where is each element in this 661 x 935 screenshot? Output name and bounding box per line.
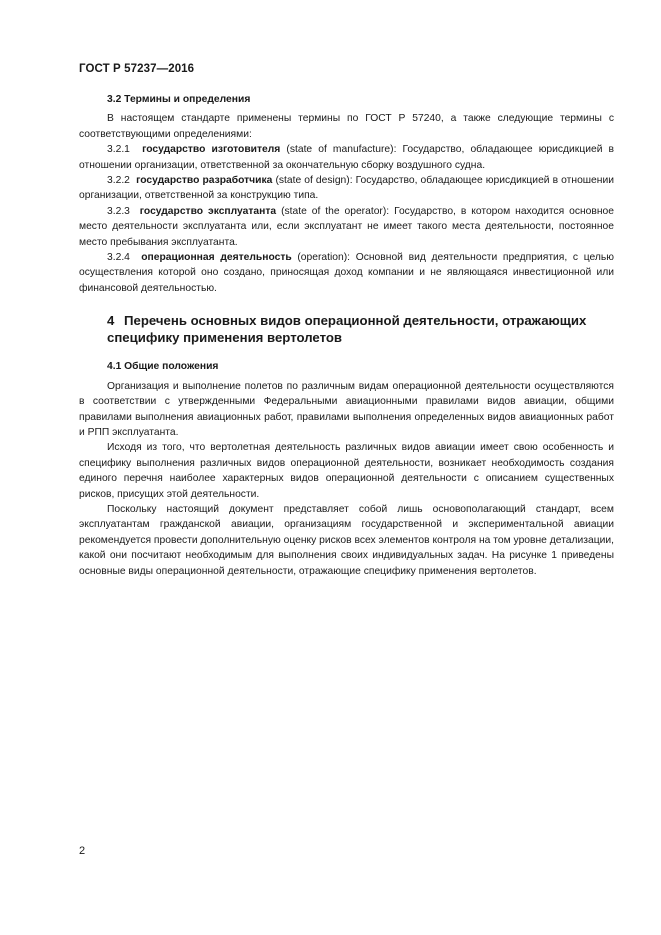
term-name: государство изготовителя xyxy=(142,144,281,156)
term-number: 3.2.2 xyxy=(107,175,130,187)
standard-code: ГОСТ Р 57237—2016 xyxy=(79,63,195,75)
body-paragraph: Исходя из того, что вертолетная деятельность различных видов авиации имеет свою особенность и специфику выполнения различных видов операционной деятельности, возникает необходимость создания единого перечня наиболее характерных видов операционной деятельности с описанием существенных рисков, присущих этой деятельности. xyxy=(79,442,614,500)
term-number: 3.2.3 xyxy=(107,205,130,217)
body-paragraph: Поскольку настоящий документ представляет собой лишь основополагающий стандарт, всем эксплуатантам гражданской авиации, организациям государственной и экспериментальной авиации рекомендуется провести дополнительную оценку рисков всех элементов контроля на том уровне детализации, какой они посчитают необходимым для выполнения своих индивидуальных задач. На рисунке 1 приведены основные виды операционной деятельности, отражающие специфику применения вертолетов. xyxy=(79,503,614,577)
term-name: государство разработчика xyxy=(136,175,273,187)
body-paragraph: Организация и выполнение полетов по различным видам операционной деятельности осуществляются в соответствии с утвержденными Федеральными авиационными правилами видов авиации, общими правилами выполнения авиационных работ, правилами выполнения определенных видов авиационных работ и РПП эксплуатанта. xyxy=(79,380,614,438)
subsection-heading-4-1: 4.1 Общие положения xyxy=(107,361,219,373)
section-title-line-2: специфику применения вертолетов xyxy=(107,330,343,346)
term-entry xyxy=(79,173,614,204)
term-definition: (operation): Основной вид деятельности предприятия, с целью осуществления которой оно создано, приносящая доход компании и не являющаяся инвестиционной или финансовой деятельностью. xyxy=(79,252,614,294)
subsection-heading-3-2: 3.2 Термины и определения xyxy=(107,94,251,105)
term-entry xyxy=(79,204,614,250)
term-definition: (state of design): Государство, обладающее юрисдикцией в отношении организации, ответственной за конструкцию типа. xyxy=(79,175,614,202)
page-number: 2 xyxy=(79,845,86,857)
term-name: операционная деятельность xyxy=(141,252,292,264)
section-title-line-1: Перечень основных видов операционной деятельности, отражающих xyxy=(124,313,587,329)
page-content xyxy=(79,92,614,579)
term-entry xyxy=(79,142,614,173)
term-definition: (state of manufacture): Государство, обладающее юрисдикцией в отношении организации, ответственной за окончательную сборку воздушного судна. xyxy=(79,144,615,171)
term-entry xyxy=(79,250,614,296)
term-definition: (state of the operator): Государство, в котором находится основное место деятельности эксплуатанта или, если эксплуатант не имеет такого места деятельности, постоянное место пребывания эксплуатанта. xyxy=(79,205,614,248)
section-heading-4 xyxy=(79,312,614,346)
term-number: 3.2.1 xyxy=(107,144,130,156)
terms-intro: В настоящем стандарте применены термины по ГОСТ Р 57240, а также следующие термины с соответствующими определениями: xyxy=(79,113,614,140)
term-number: 3.2.4 xyxy=(107,252,130,264)
section-number: 4 xyxy=(107,313,115,329)
term-name: государство эксплуатанта xyxy=(139,205,277,217)
